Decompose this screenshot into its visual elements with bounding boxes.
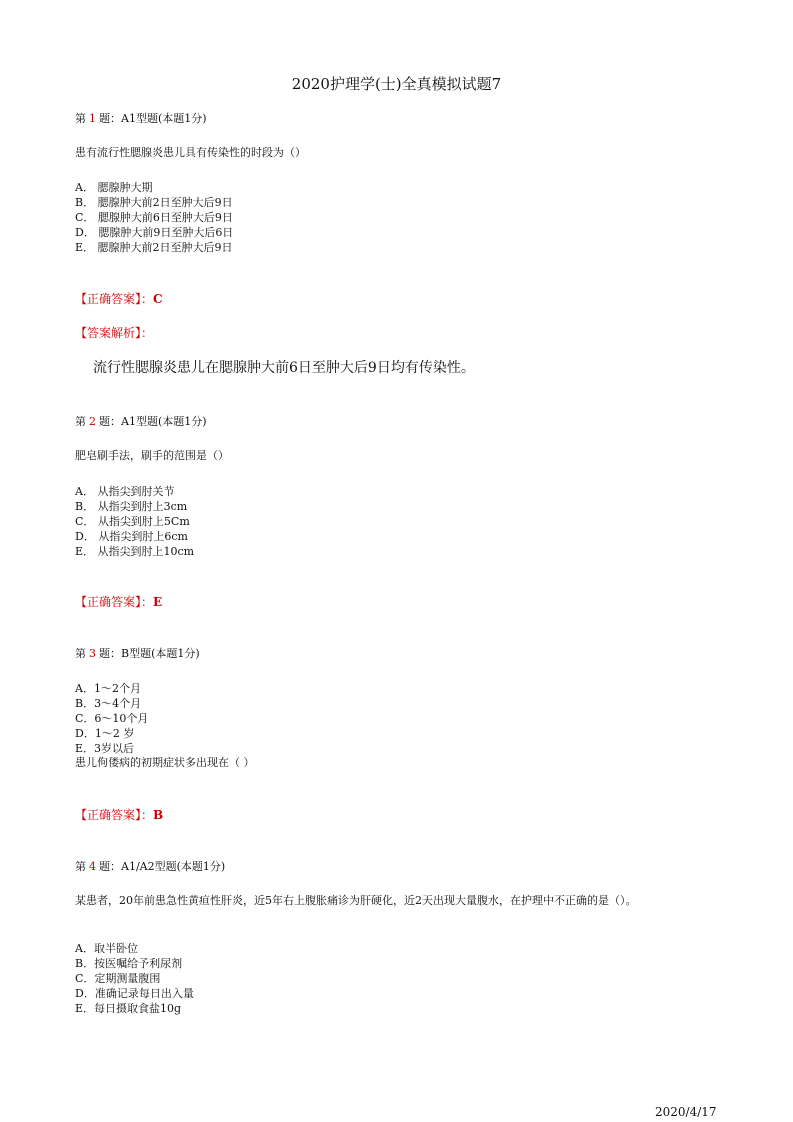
option-e: E．3岁以后 (75, 742, 135, 755)
option-c: C．定期测量腹围 (75, 972, 161, 985)
option-c: C． 从指尖到肘上5Cm (75, 515, 190, 528)
option-e: E． 腮腺肿大前2日至肿大后9日 (75, 241, 233, 254)
question-prefix: 第 (75, 112, 86, 125)
question-header (75, 112, 207, 126)
option-b: B．按医嘱给予利尿剂 (75, 957, 183, 970)
option-list (75, 681, 148, 756)
correct-answer (75, 292, 163, 306)
analysis-text: 流行性腮腺炎患儿在腮腺肿大前6日至肿大后9日均有传染性。 (93, 360, 475, 376)
question-header (75, 415, 207, 429)
analysis-label: 【答案解析】： (75, 326, 154, 340)
option-list (75, 941, 194, 1016)
answer-value: E (153, 595, 163, 609)
option-d: D． 从指尖到肘上6cm (75, 530, 188, 543)
option-c: C． 腮腺肿大前6日至肿大后9日 (75, 211, 233, 224)
answer-label: 【正确答案】： (75, 595, 154, 609)
page-title: 2020护理学(士)全真模拟试题7 (291, 75, 502, 93)
answer-value: B (153, 808, 164, 822)
question-header (75, 647, 200, 661)
question-type: B型题(本题1分) (121, 647, 200, 660)
option-a: A． 从指尖到肘关节 (75, 485, 175, 498)
question-stem: 患儿佝偻病的初期症状多出现在（ ） (75, 756, 255, 769)
option-a: A．取半卧位 (75, 942, 138, 955)
correct-answer (75, 808, 163, 822)
answer-label: 【正确答案】： (75, 292, 154, 306)
question-number: 4 (89, 860, 96, 873)
option-b: B． 腮腺肿大前2日至肿大后9日 (75, 196, 233, 209)
question-suffix: 题： (99, 647, 121, 660)
question-number: 2 (89, 415, 96, 428)
footer-date: 2020/4/17 (655, 1105, 717, 1119)
option-b: B． 从指尖到肘上3cm (75, 500, 188, 513)
option-e: E． 从指尖到肘上10cm (75, 545, 195, 558)
question-number: 3 (89, 647, 96, 660)
option-b: B．3～4个月 (75, 697, 142, 710)
question-stem: 某患者，20年前患急性黄疸性肝炎，近5年右上腹胀痛诊为肝硬化，近2天出现大量腹水，在护理中不正确的是（）。 (75, 894, 637, 907)
option-a: A． 腮腺肿大期 (75, 181, 153, 194)
option-d: D． 腮腺肿大前9日至肿大后6日 (75, 226, 234, 239)
question-prefix: 第 (75, 860, 86, 873)
question-stem: 患有流行性腮腺炎患儿具有传染性的时段为（） (75, 146, 306, 159)
option-d: D．1～2 岁 (75, 727, 135, 740)
question-suffix: 题： (99, 112, 121, 125)
question-prefix: 第 (75, 647, 86, 660)
question-stem: 肥皂刷手法，刷手的范围是（） (75, 449, 229, 462)
question-type: A1型题(本题1分) (121, 112, 207, 125)
question-type: A1/A2型题(本题1分) (121, 860, 226, 873)
question-suffix: 题： (99, 860, 121, 873)
option-c: C．6～10个月 (75, 712, 149, 725)
question-header (75, 860, 225, 874)
question-prefix: 第 (75, 415, 86, 428)
option-list (75, 484, 194, 559)
answer-value: C (153, 292, 163, 306)
option-d: D．准确记录每日出入量 (75, 987, 194, 1000)
option-e: E．每日摄取食盐10g (75, 1002, 182, 1015)
question-suffix: 题： (99, 415, 121, 428)
question-type: A1型题(本题1分) (121, 415, 207, 428)
answer-label: 【正确答案】： (75, 808, 154, 822)
question-number: 1 (89, 112, 96, 125)
correct-answer (75, 595, 162, 609)
option-list (75, 180, 233, 255)
option-a: A．1～2个月 (75, 682, 141, 695)
